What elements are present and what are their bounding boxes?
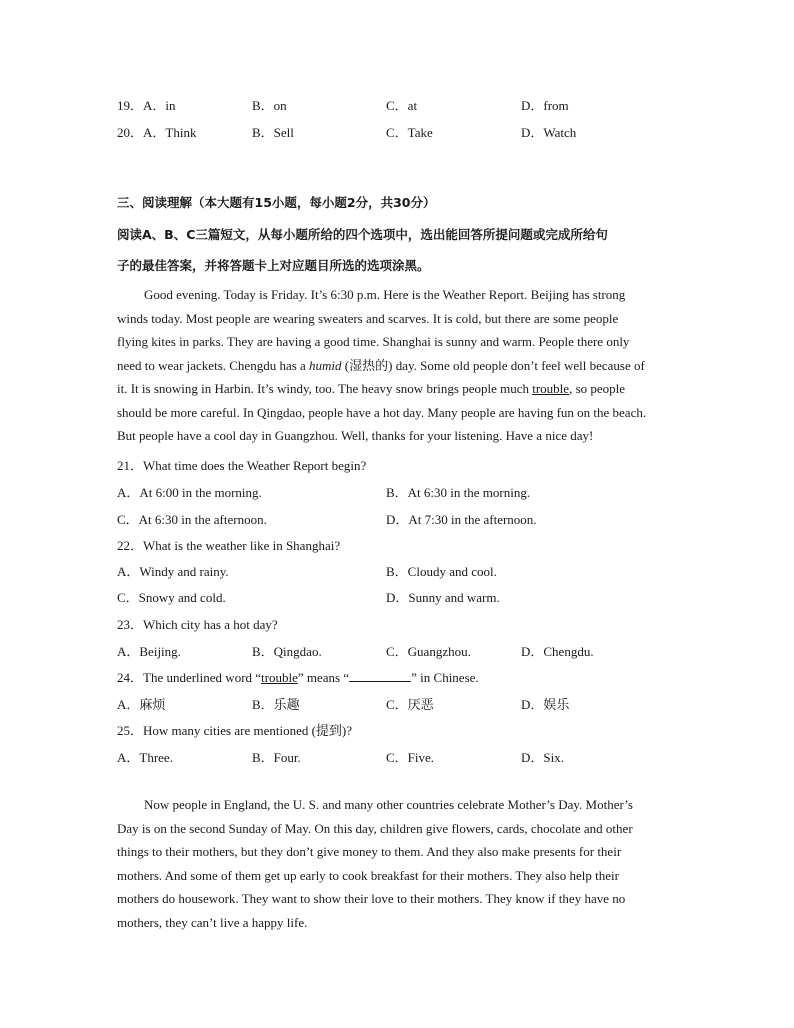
q20-option-d: D．Watch <box>521 125 577 140</box>
q19-option-d: D．from <box>521 98 569 113</box>
q23-option-c: C．Guangzhou. <box>386 644 471 659</box>
q25-stem: 25．How many cities are mentioned (提到)? <box>117 723 353 738</box>
q21-option-b: B．At 6:30 in the morning. <box>386 485 531 500</box>
q22-stem: 22．What is the weather like in Shanghai? <box>117 538 341 553</box>
q25-option-b: B．Four. <box>252 750 301 765</box>
underlined-word-trouble: trouble <box>532 381 570 396</box>
section-title: 三、阅读理解（本大题有15小题，每小题2分，共30分） <box>117 195 436 210</box>
q24-underlined-word: trouble <box>261 670 298 685</box>
q19-option-c: C．at <box>386 98 418 113</box>
q25-option-c: C．Five. <box>386 750 435 765</box>
passage-a-line: should be more careful. In Qingdao, people have a hot day. Many people are having fun on the beach. <box>117 404 647 420</box>
passage-b-line: Now people in England, the U. S. and many other countries celebrate Mother’s Day. Mother’s <box>144 797 633 812</box>
q20-option-b: B．Sell <box>252 125 294 140</box>
q23-option-d: D．Chengdu. <box>521 644 594 659</box>
section-instruction-line-1: 阅读A、B、C三篇短文，从每小题所给的四个选项中，选出能回答所提问题或完成所给句 <box>117 227 608 242</box>
q24-option-b: B．乐趣 <box>252 697 300 712</box>
q22-option-b: B．Cloudy and cool. <box>386 564 497 579</box>
q22-option-d: D．Sunny and warm. <box>386 590 500 605</box>
section-instruction-line-2: 子的最佳答案，并将答题卡上对应题目所选的选项涂黑。 <box>117 258 430 273</box>
q21-option-c: C．At 6:30 in the afternoon. <box>117 512 267 527</box>
q23-option-b: B．Qingdao. <box>252 644 322 659</box>
q22-option-c: C．Snowy and cold. <box>117 590 226 605</box>
q23-option-a: A．Beijing. <box>117 644 181 659</box>
q24-option-a: A．麻烦 <box>117 697 166 712</box>
q25-option-a: A．Three. <box>117 750 173 765</box>
passage-a-line: Good evening. Today is Friday. It’s 6:30 p.m. Here is the Weather Report. Beijing has strong <box>144 287 626 302</box>
q23-stem: 23．Which city has a hot day? <box>117 617 278 632</box>
q20-option-a: 20．A．Think <box>117 125 197 140</box>
q24-option-d: D．娱乐 <box>521 697 570 712</box>
passage-a-line: flying kites in parks. They are having a good time. Shanghai is sunny and warm. People there only <box>117 334 630 349</box>
q24-option-c: C．厌恶 <box>386 697 434 712</box>
q22-option-a: A．Windy and rainy. <box>117 564 229 579</box>
passage-a <box>117 283 679 448</box>
word-humid: humid <box>309 357 342 373</box>
q24-stem: 24．The underlined word “trouble” means “ ” in Chinese. <box>117 670 479 685</box>
passage-b-line: things to their mothers, but they don’t give money to them. And they also make presents for their <box>117 844 622 859</box>
passage-b <box>117 793 679 934</box>
q25-option-d: D．Six. <box>521 750 564 765</box>
passage-b-line: mothers do housework. They want to show their love to their mothers. They know if they have no <box>117 891 626 906</box>
q21-option-a: A．At 6:00 in the morning. <box>117 485 262 500</box>
q21-stem: 21．What time does the Weather Report begin? <box>117 458 367 473</box>
passage-a-line: need to wear jackets. Chengdu has a humid (湿热的) day. Some old people don’t feel well because of <box>117 357 645 373</box>
answer-blank <box>349 669 411 682</box>
q21-option-d: D．At 7:30 in the afternoon. <box>386 512 537 527</box>
q19-option-b: B．on <box>252 98 287 113</box>
passage-a-line: it. It is snowing in Harbin. It’s windy, too. The heavy snow brings people much trouble, so people <box>117 381 626 396</box>
passage-b-line: mothers, they can’t live a happy life. <box>117 914 308 930</box>
passage-a-line: winds today. Most people are wearing sweaters and scarves. It is cold, but there are some people <box>117 310 619 326</box>
passage-b-line: Day is on the second Sunday of May. On this day, children give flowers, cards, chocolate and other <box>117 820 633 836</box>
passage-a-line: But people have a cool day in Guangzhou. Well, thanks for your listening. Have a nice day! <box>117 428 594 443</box>
passage-b-line: mothers. And some of them get up early to cook breakfast for their mothers. They also help their <box>117 867 619 883</box>
q19-option-a: 19．A．in <box>117 98 176 113</box>
q20-option-c: C．Take <box>386 125 433 140</box>
